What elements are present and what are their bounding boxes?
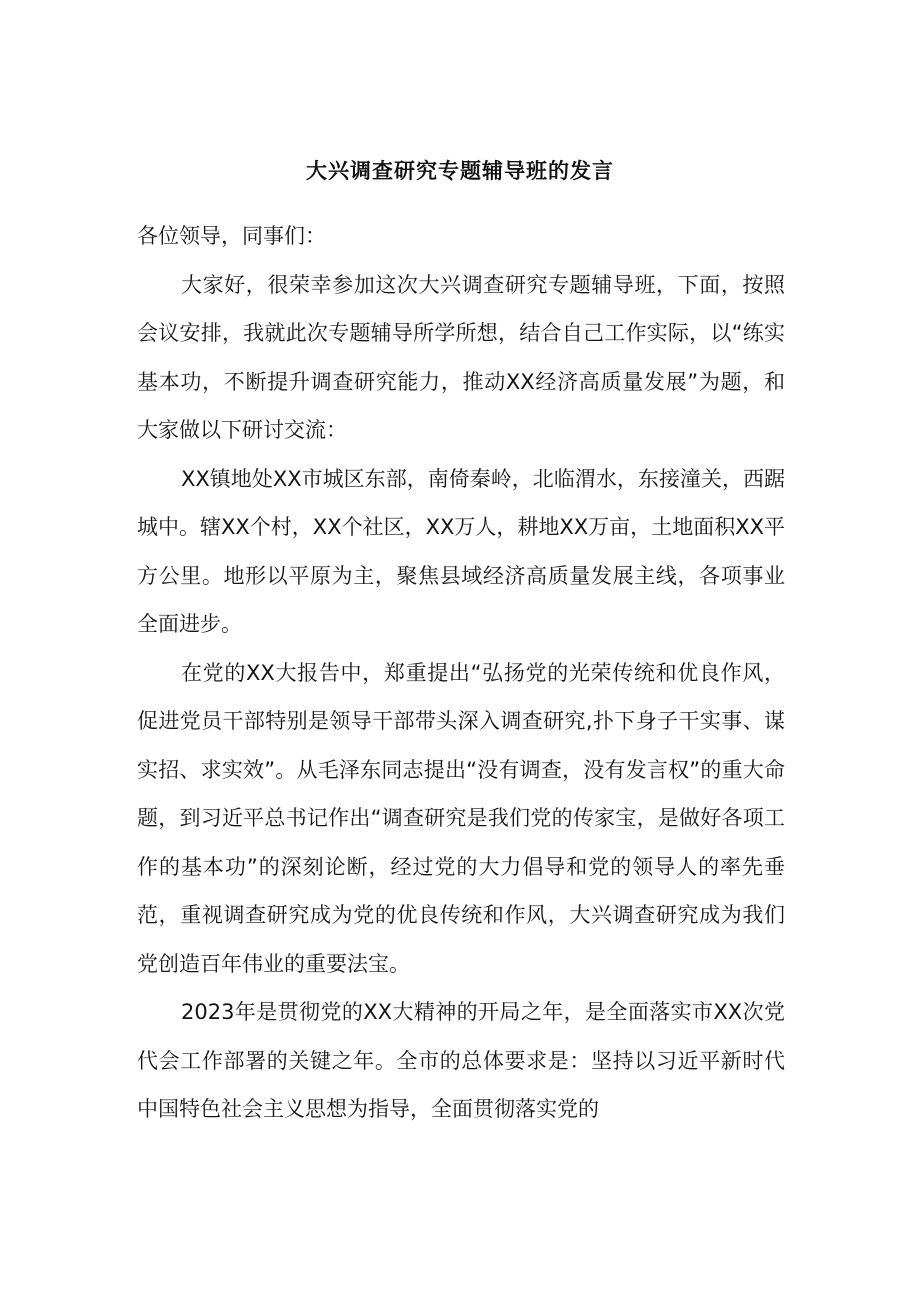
paragraph-town-overview: XX镇地处XX市城区东部，南倚秦岭，北临渭水，东接潼关，西踞城中。辖XX个村，XX个社区，XX万人，耕地XX万亩，土地面积XX平方公里。地形以平原为主，聚焦县域经济高质量发展主线，各项事业全面进步。	[137, 466, 785, 636]
paragraph-2023-requirements: 2023年是贯彻党的XX大精神的开局之年，是全面落实市XX次党代会工作部署的关键之年。全市的总体要求是：坚持以习近平新时代中国特色社会主义思想为指导，全面贯彻落实党的	[137, 1000, 785, 1121]
salutation: 各位领导，同事们：	[137, 224, 326, 248]
document-title: 大兴调查研究专题辅导班的发言	[306, 159, 614, 183]
document-body	[137, 212, 785, 1134]
paragraph-intro: 大家好，很荣幸参加这次大兴调查研究专题辅导班，下面，按照会议安排，我就此次专题辅导所学所想，结合自己工作实际，以“练实基本功，不断提升调查研究能力，推动XX经济高质量发展”为题，和大家做以下研讨交流：	[137, 272, 785, 442]
paragraph-party-report: 在党的XX大报告中，郑重提出“弘扬党的光荣传统和优良作风，促进党员干部特别是领导干部带头深入调查研究,扑下身子干实事、谋实招、求实效”。从毛泽东同志提出“没有调查，没有发言权”的重大命题，到习近平总书记作出“调查研究是我们党的传家宝，是做好各项工作的基本功”的深刻论断，经过党的大力倡导和党的领导人的率先垂范，重视调查研究成为党的优良传统和作风，大兴调查研究成为我们党创造百年伟业的重要法宝。	[137, 660, 785, 976]
